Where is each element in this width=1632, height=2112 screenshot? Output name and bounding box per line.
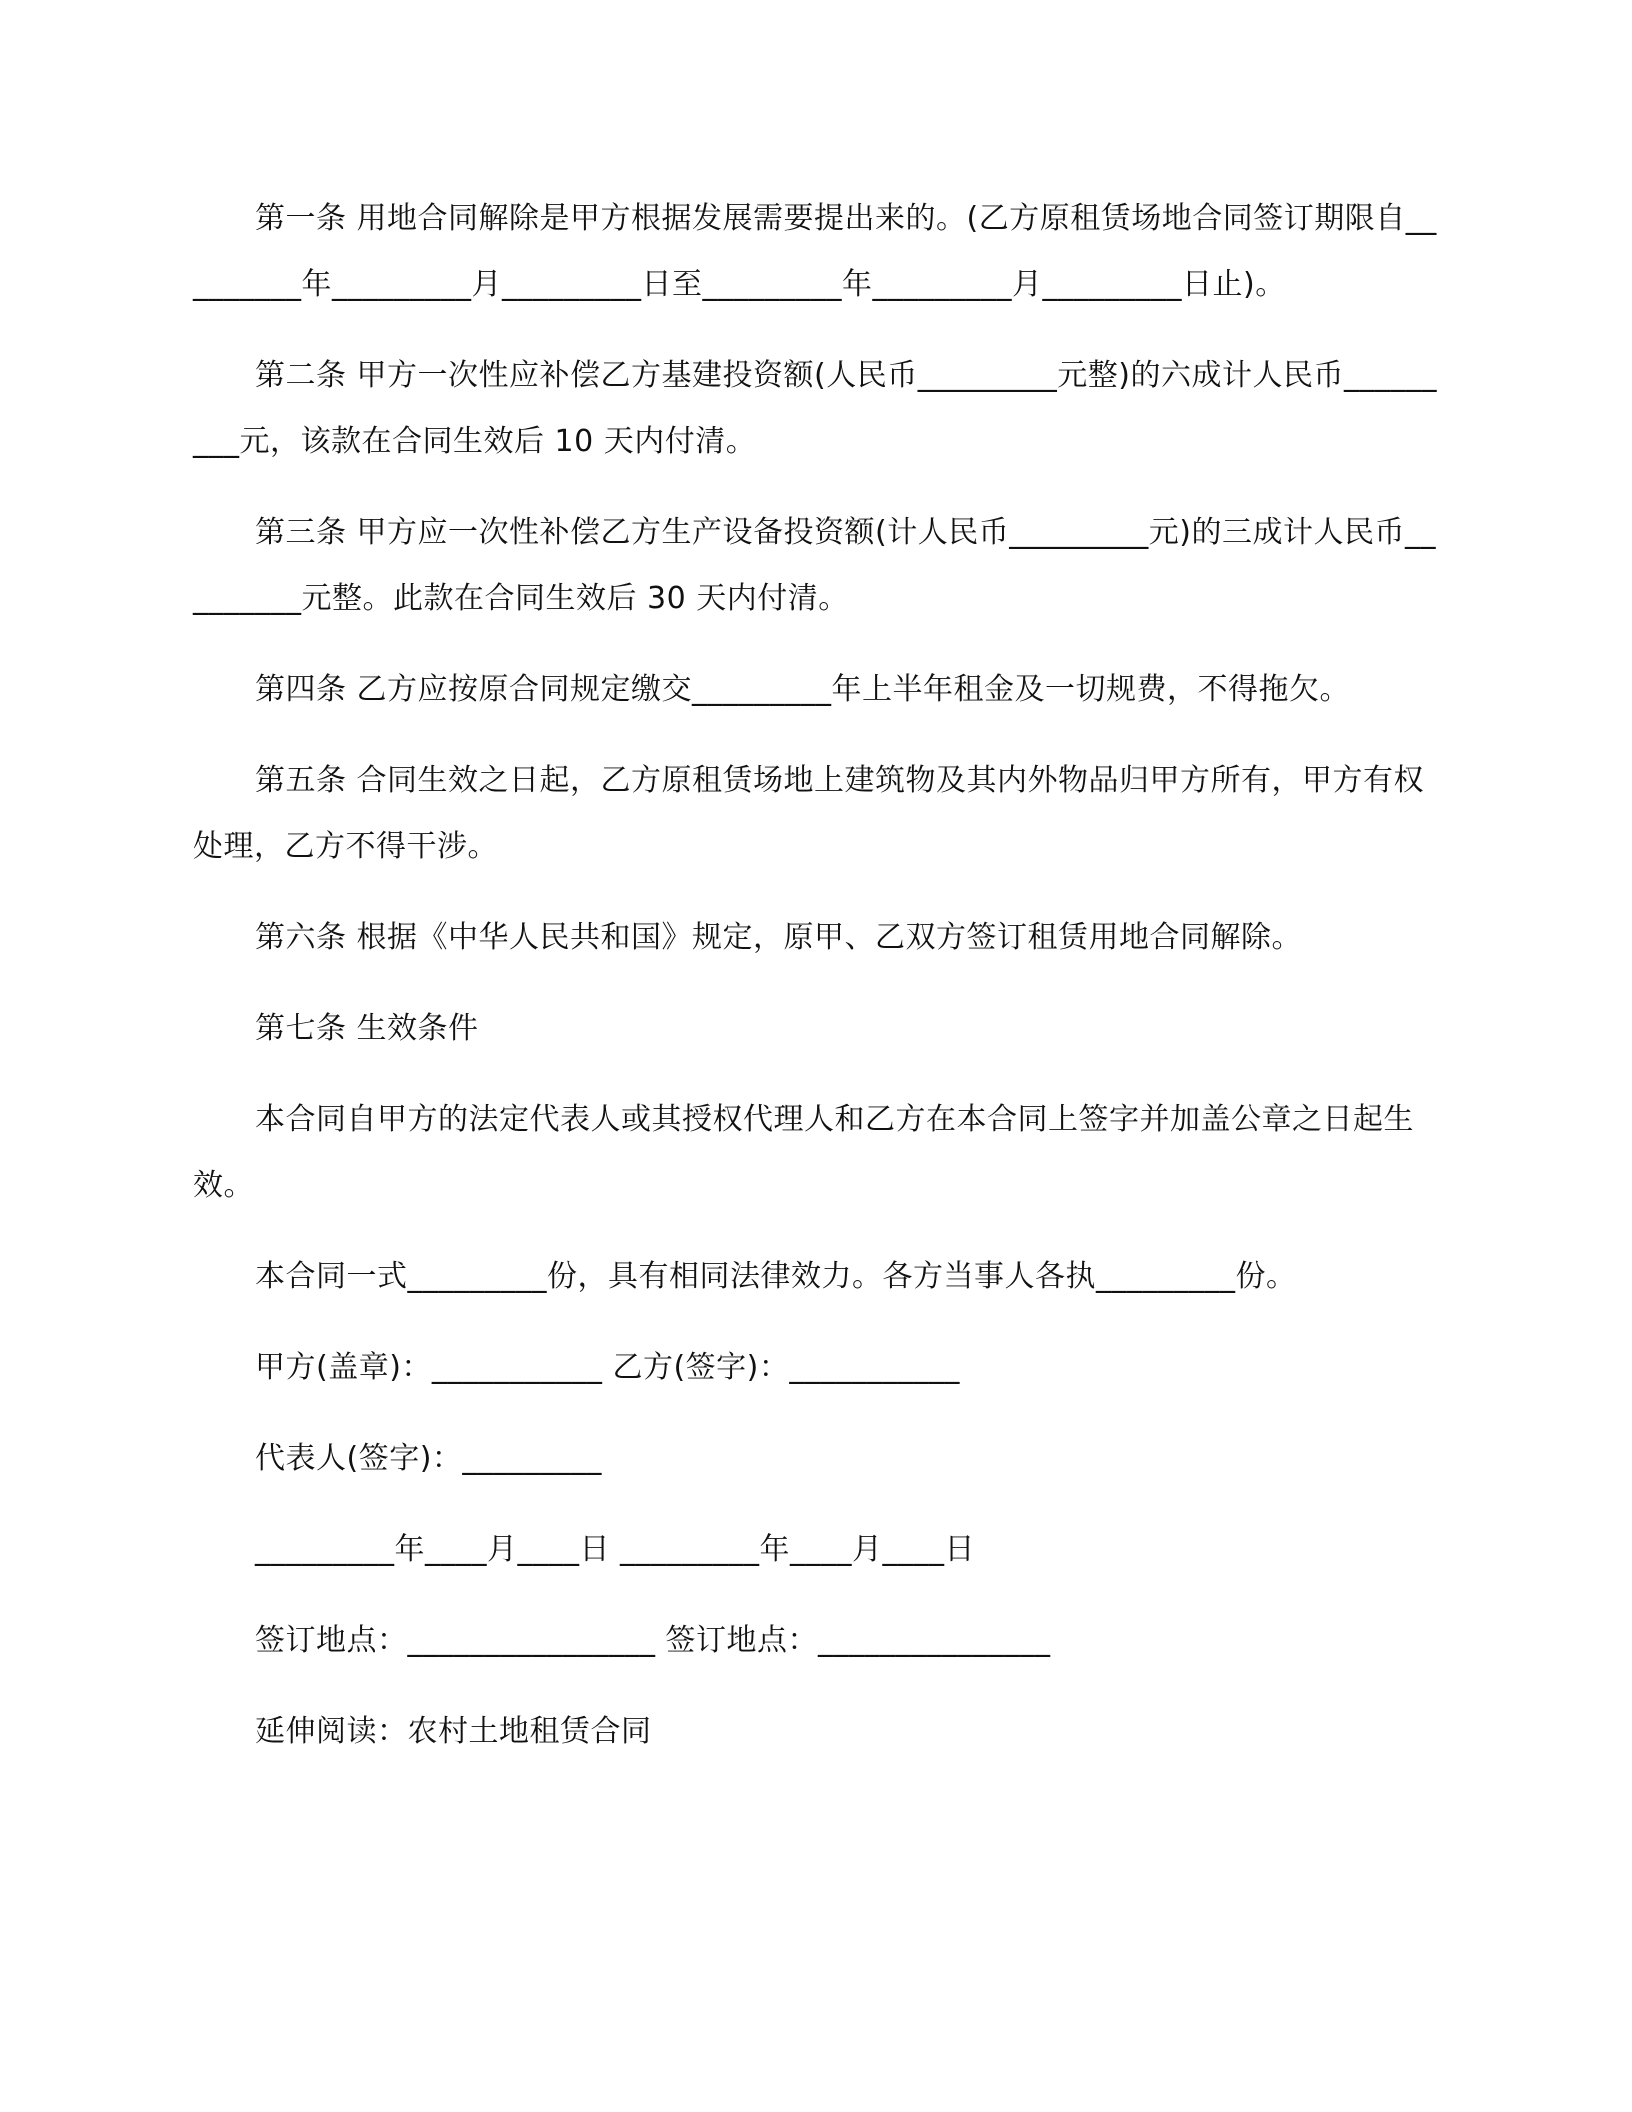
clause-4: 第四条 乙方应按原合同规定缴交_________年上半年租金及一切规费，不得拖欠。	[255, 672, 1351, 707]
clause-6: 第六条 根据《中华人民共和国》规定，原甲、乙双方签订租赁用地合同解除。	[255, 920, 1303, 955]
signing-locations: 签订地点：________________ 签订地点：_______________	[255, 1623, 1051, 1658]
clause-5: 第五条 合同生效之日起，乙方原租赁场地上建筑物及其内外物品归甲方所有，甲方有权处理，乙方不得干涉。	[193, 763, 1425, 864]
representative-signature: 代表人(签字)：_________	[255, 1441, 602, 1476]
copies-clause: 本合同一式_________份，具有相同法律效力。各方当事人各执_________份。	[255, 1259, 1297, 1294]
further-reading: 延伸阅读：农村土地租赁合同	[255, 1714, 652, 1749]
clause-2: 第二条 甲方一次性应补偿乙方基建投资额(人民币_________元整)的六成计人民币_________元，该款在合同生效后 10 天内付清。	[193, 358, 1437, 459]
signing-dates: _________年____月____日 _________年____月____日	[255, 1532, 976, 1567]
clause-1: 第一条 用地合同解除是甲方根据发展需要提出来的。(乙方原租赁场地合同签订期限自_________年_________月_________日至_________年_________月_________日止)。	[193, 201, 1437, 302]
clause-3: 第三条 甲方应一次性补偿乙方生产设备投资额(计人民币_________元)的三成计人民币_________元整。此款在合同生效后 30 天内付清。	[193, 515, 1436, 616]
clause-7-body: 本合同自甲方的法定代表人或其授权代理人和乙方在本合同上签字并加盖公章之日起生效。	[193, 1102, 1414, 1203]
clause-7-heading: 第七条 生效条件	[255, 1011, 479, 1046]
document-body	[193, 186, 1443, 1790]
party-signatures: 甲方(盖章)：___________ 乙方(签字)：___________	[255, 1350, 960, 1385]
